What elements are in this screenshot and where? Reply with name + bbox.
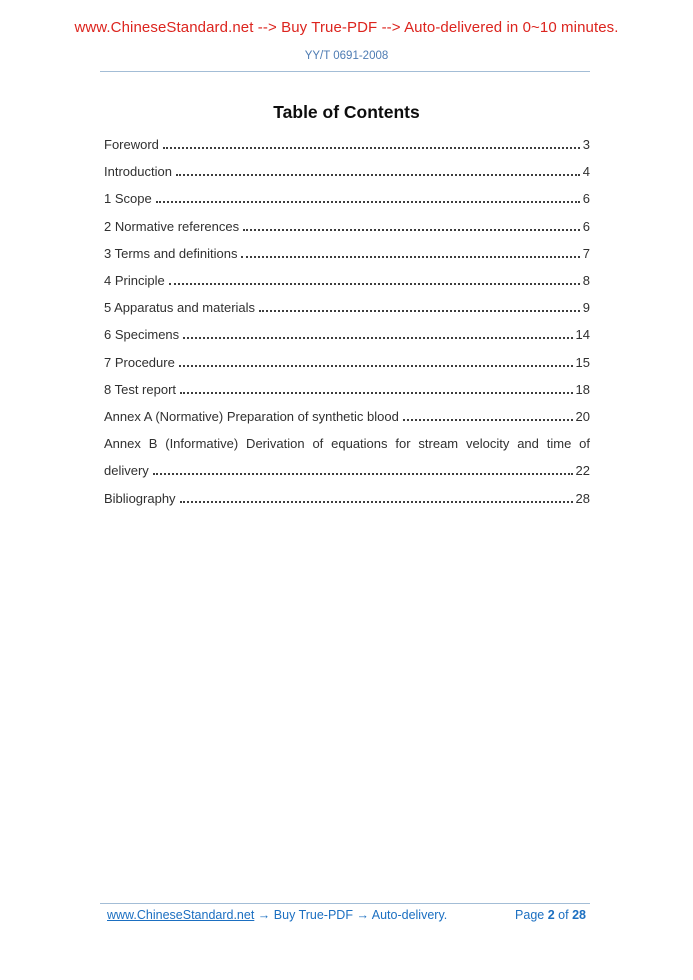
toc-entry-label: Annex A (Normative) Preparation of synthetic blood xyxy=(104,409,399,425)
toc-dot-leader xyxy=(180,501,573,503)
toc-entry[interactable] xyxy=(104,349,590,376)
header-divider xyxy=(100,71,590,72)
arrow-right-icon: → xyxy=(257,908,271,922)
toc-entry-page: 9 xyxy=(582,300,590,316)
total-pages-number: 28 xyxy=(572,908,586,922)
toc-entry-label: Foreword xyxy=(104,137,159,152)
toc-dot-leader xyxy=(169,283,580,285)
toc-entry-label: 1 Scope xyxy=(104,191,152,207)
toc-entry-label: Bibliography xyxy=(104,490,176,506)
toc-entry-label-line1: Annex B (Informative) Derivation of equations for stream velocity and time of xyxy=(104,436,590,452)
toc-entry-page: 18 xyxy=(575,381,590,397)
toc-entry[interactable] xyxy=(104,485,590,512)
toc-entry-label: 4 Principle xyxy=(104,273,165,289)
toc-entry-page: 6 xyxy=(582,218,590,234)
toc-entry-page: 14 xyxy=(575,327,590,343)
toc-dot-leader xyxy=(183,337,572,339)
toc-entry-page: 22 xyxy=(575,463,590,479)
toc-dot-leader xyxy=(153,473,573,475)
arrow-right-icon: → xyxy=(356,908,369,922)
toc-entry-page: 3 xyxy=(582,137,590,152)
toc-entry[interactable] xyxy=(104,403,590,430)
toc-entry-label: 7 Procedure xyxy=(104,354,175,370)
toc-dot-leader xyxy=(259,310,580,312)
toc-entry-page: 8 xyxy=(582,273,590,289)
current-page-number: 2 xyxy=(547,908,555,922)
toc-entry-page: 7 xyxy=(582,245,590,261)
toc-entry-label: 8 Test report xyxy=(104,381,177,397)
toc-entry-label: Introduction xyxy=(104,164,172,180)
toc-dot-leader xyxy=(163,147,580,149)
toc-entry-label: 5 Apparatus and materials xyxy=(104,300,256,316)
toc-dot-leader xyxy=(403,419,573,421)
toc-entry-label: 2 Normative references xyxy=(104,218,240,234)
toc-entry[interactable] xyxy=(104,213,590,240)
page-indicator-label: Page xyxy=(515,908,545,922)
footer-delivery-text: Auto-delivery. xyxy=(371,908,448,922)
toc-entry[interactable] xyxy=(104,430,590,484)
toc-entry-page: 15 xyxy=(575,354,590,370)
promo-banner[interactable]: www.ChineseStandard.net --> Buy True-PDF --> Auto-delivered in 0~10 minutes. xyxy=(74,19,619,36)
toc-entry-page: 4 xyxy=(582,164,590,180)
footer-site-link[interactable]: www.ChineseStandard.net xyxy=(107,908,255,922)
footer-links xyxy=(107,908,447,922)
toc-dot-leader xyxy=(243,229,580,231)
toc-entry-label: 6 Specimens xyxy=(104,327,180,343)
footer-buy-text: Buy True-PDF xyxy=(273,908,353,922)
page-indicator-of: of xyxy=(558,908,569,922)
page-footer xyxy=(100,903,590,922)
standard-number: YY/T 0691-2008 xyxy=(304,50,389,62)
toc-entry[interactable] xyxy=(104,185,590,212)
toc-entry-page: 20 xyxy=(575,409,590,425)
toc-entry[interactable] xyxy=(104,158,590,185)
toc-entry[interactable] xyxy=(104,240,590,267)
toc-dot-leader xyxy=(180,392,573,394)
toc-entry-page: 6 xyxy=(582,191,590,207)
toc-dot-leader xyxy=(156,201,580,203)
page-title: Table of Contents xyxy=(273,102,420,122)
toc-entry-label: delivery xyxy=(104,463,149,479)
toc-dot-leader xyxy=(176,174,580,176)
toc-dot-leader xyxy=(179,365,573,367)
toc-entry-label: 3 Terms and definitions xyxy=(104,245,238,261)
toc-entry[interactable] xyxy=(104,294,590,321)
page-indicator xyxy=(515,908,586,922)
toc-entry[interactable] xyxy=(104,321,590,348)
toc-dot-leader xyxy=(241,256,579,258)
toc-entry[interactable] xyxy=(104,267,590,294)
toc-entry[interactable] xyxy=(104,376,590,403)
toc-entry-page: 28 xyxy=(575,490,590,506)
table-of-contents xyxy=(104,131,590,512)
toc-entry[interactable] xyxy=(104,131,590,158)
